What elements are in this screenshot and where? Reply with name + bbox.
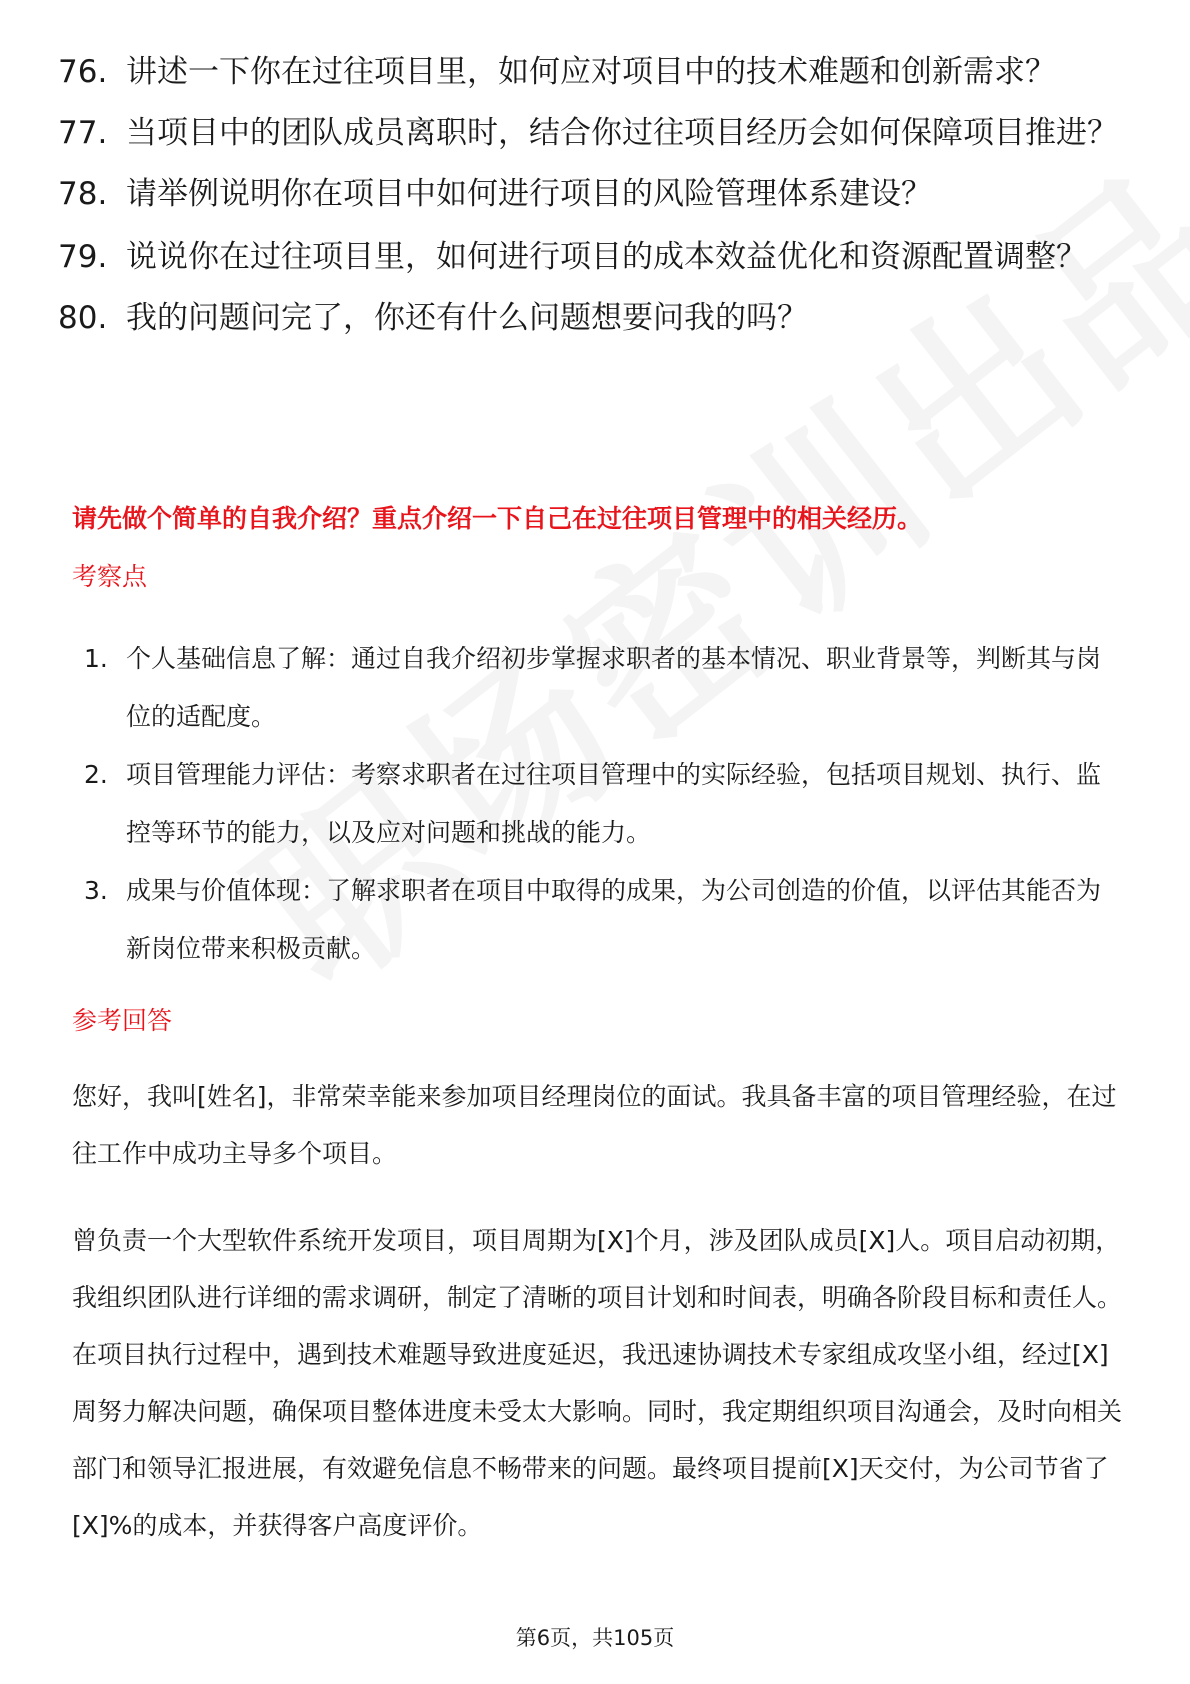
assessment-point <box>84 862 1114 978</box>
question-number: 78. <box>58 176 108 212</box>
question-item-76 <box>58 52 1138 92</box>
question-number: 79. <box>58 239 108 275</box>
answer-paragraph: 曾负责一个大型软件系统开发项目，项目周期为[X]个月，涉及团队成员[X]人。项目启动初期，我组织团队进行详细的需求调研，制定了清晰的项目计划和时间表，明确各阶段目标和责任人。在项目执行过程中，遇到技术难题导致进度延迟，我迅速协调技术专家组成攻坚小组，经过[X]周努力解决问题，确保项目整体进度未受太大影响。同时，我定期组织项目沟通会，及时向相关部门和领导汇报进展，有效避免信息不畅带来的问题。最终项目提前[X]天交付，为公司节省了[X]%的成本，并获得客户高度评价。 <box>72 1226 1123 1540</box>
assessment-points-list <box>84 630 1114 978</box>
interview-question-heading: 请先做个简单的自我介绍？重点介绍一下自己在过往项目管理中的相关经历。 <box>72 504 923 533</box>
point-text: 个人基础信息了解：通过自我介绍初步掌握求职者的基本情况、职业背景等，判断其与岗位的适配度。 <box>126 644 1102 731</box>
answer-paragraph: 您好，我叫[姓名]，非常荣幸能来参加项目经理岗位的面试。我具备丰富的项目管理经验，在过往工作中成功主导多个项目。 <box>72 1082 1117 1168</box>
question-item-79 <box>58 237 1138 277</box>
question-text: 讲述一下你在过往项目里，如何应对项目中的技术难题和创新需求？ <box>126 54 1056 90</box>
question-item-77 <box>58 113 1138 153</box>
question-item-80 <box>58 298 1138 338</box>
question-list <box>58 52 1138 361</box>
question-text: 我的问题问完了，你还有什么问题想要问我的吗？ <box>126 300 808 336</box>
assessment-point <box>84 630 1114 746</box>
question-text: 请举例说明你在项目中如何进行项目的风险管理体系建设？ <box>126 176 932 212</box>
section-title-answer: 参考回答 <box>72 1006 173 1035</box>
assessment-point <box>84 746 1114 862</box>
question-item-78 <box>58 174 1138 214</box>
point-text: 成果与价值体现：了解求职者在项目中取得的成果，为公司创造的价值，以评估其能否为新岗位带来积极贡献。 <box>126 876 1102 963</box>
question-number: 76. <box>58 54 108 90</box>
question-number: 77. <box>58 115 108 151</box>
question-number: 80. <box>58 300 108 336</box>
section-title-points: 考察点 <box>72 562 148 591</box>
page-footer: 第6页，共105页 <box>515 1626 675 1650</box>
question-text: 说说你在过往项目里，如何进行项目的成本效益优化和资源配置调整？ <box>126 239 1087 275</box>
point-number: 3. <box>84 876 108 905</box>
question-text: 当项目中的团队成员离职时，结合你过往项目经历会如何保障项目推进？ <box>126 115 1118 151</box>
point-text: 项目管理能力评估：考察求职者在过往项目管理中的实际经验，包括项目规划、执行、监控等环节的能力，以及应对问题和挑战的能力。 <box>126 760 1102 847</box>
point-number: 1. <box>84 644 108 673</box>
point-number: 2. <box>84 760 108 789</box>
